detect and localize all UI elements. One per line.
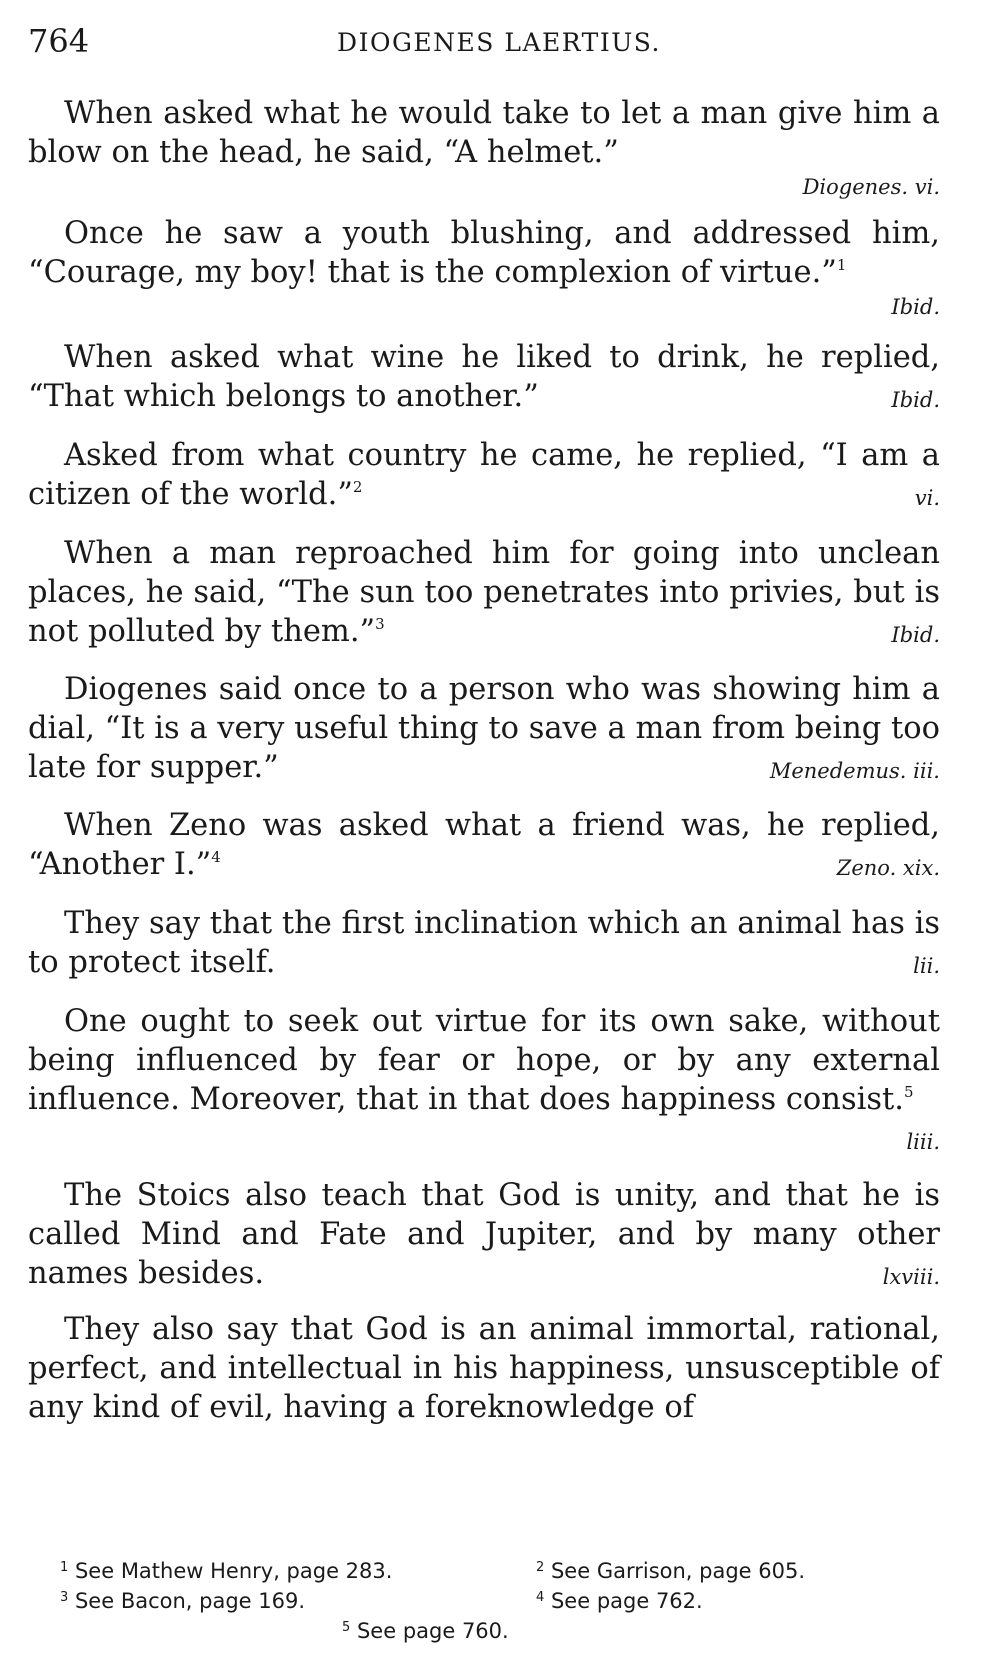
quote-source: lxviii. [882, 1265, 940, 1289]
footnote-1: $^1$ See Mathew Henry, page 283. [60, 1559, 393, 1583]
quote-source: Ibid. [891, 388, 940, 412]
running-title: DIOGENES LAERTIUS. [337, 28, 661, 57]
quote-source: Ibid. [891, 623, 940, 647]
quote-text: The Stoics also teach that God is unity, and that he is called Mind and Fate and Jupiter, and by many other names besides. [28, 1178, 940, 1291]
quote-text: When a man reproached him for going into unclean places, he said, “The sun too penetrates into privies, but is not polluted by them.” [28, 536, 940, 649]
quote-text: Asked from what country he came, he replied, “I am a citizen of the world.” [28, 438, 940, 512]
quote-text: Once he saw a youth blushing, and addressed him, “Courage, my boy! that is the complexion of virtue.” [28, 216, 940, 290]
quote-entry-2 [28, 214, 940, 322]
page-number: 764 [28, 22, 90, 60]
quote-text: They also say that God is an animal immortal, rational, perfect, and intellectual in his happiness, unsusceptible of any kind of evil, having a foreknowledge of [28, 1312, 940, 1425]
page-header [28, 22, 940, 62]
quote-source: Ibid. [891, 295, 940, 319]
footnote-5: $^5$ See page 760. [342, 1619, 509, 1643]
quote-text: One ought to seek out virtue for its own sake, without being influenced by fear or hope, or by any external influence. Moreover, that in that does happiness consist. [28, 1004, 940, 1117]
footnote-4: $^4$ See page 762. [536, 1589, 703, 1613]
quote-source: Menedemus. iii. [769, 759, 940, 783]
quote-entry-7 [28, 806, 940, 888]
footnote-ref: 5 [903, 1083, 914, 1101]
footnote-ref: 1 [836, 256, 847, 274]
footnote-ref: 2 [352, 478, 363, 496]
quote-source: liii. [906, 1130, 940, 1154]
quote-entry-9 [28, 1002, 940, 1162]
footnote-ref: 3 [375, 615, 385, 633]
quote-source: lii. [913, 954, 940, 978]
quote-entry-11 [28, 1310, 940, 1427]
quote-entry-8 [28, 904, 940, 986]
quote-text: When asked what he would take to let a man give him a blow on the head, he said, “A helmet.” [28, 96, 940, 170]
footnote-2: $^2$ See Garrison, page 605. [536, 1559, 806, 1583]
quote-source: Diogenes. vi. [802, 175, 940, 199]
quote-text: When asked what wine he liked to drink, he replied, “That which belongs to another.” [28, 340, 940, 414]
footnote-3: $^3$ See Bacon, page 169. [60, 1589, 306, 1613]
quote-text: When Zeno was asked what a friend was, he replied, “Another I.” [28, 808, 940, 882]
quote-entry-4 [28, 436, 940, 518]
quote-entry-6 [28, 670, 940, 791]
quote-source: Zeno. xix. [836, 856, 940, 880]
quote-entry-5 [28, 534, 940, 655]
quote-text: Diogenes said once to a person who was showing him a dial, “It is a very useful thing to save a man from being too late for supper.” [28, 672, 940, 785]
quote-entry-10 [28, 1176, 940, 1297]
quote-text: They say that the first inclination which an animal has is to protect itself. [28, 906, 940, 980]
quote-source: vi. [914, 486, 940, 510]
quote-entry-1 [28, 94, 940, 202]
footnote-ref: 4 [211, 848, 221, 866]
quote-entry-3 [28, 338, 940, 420]
